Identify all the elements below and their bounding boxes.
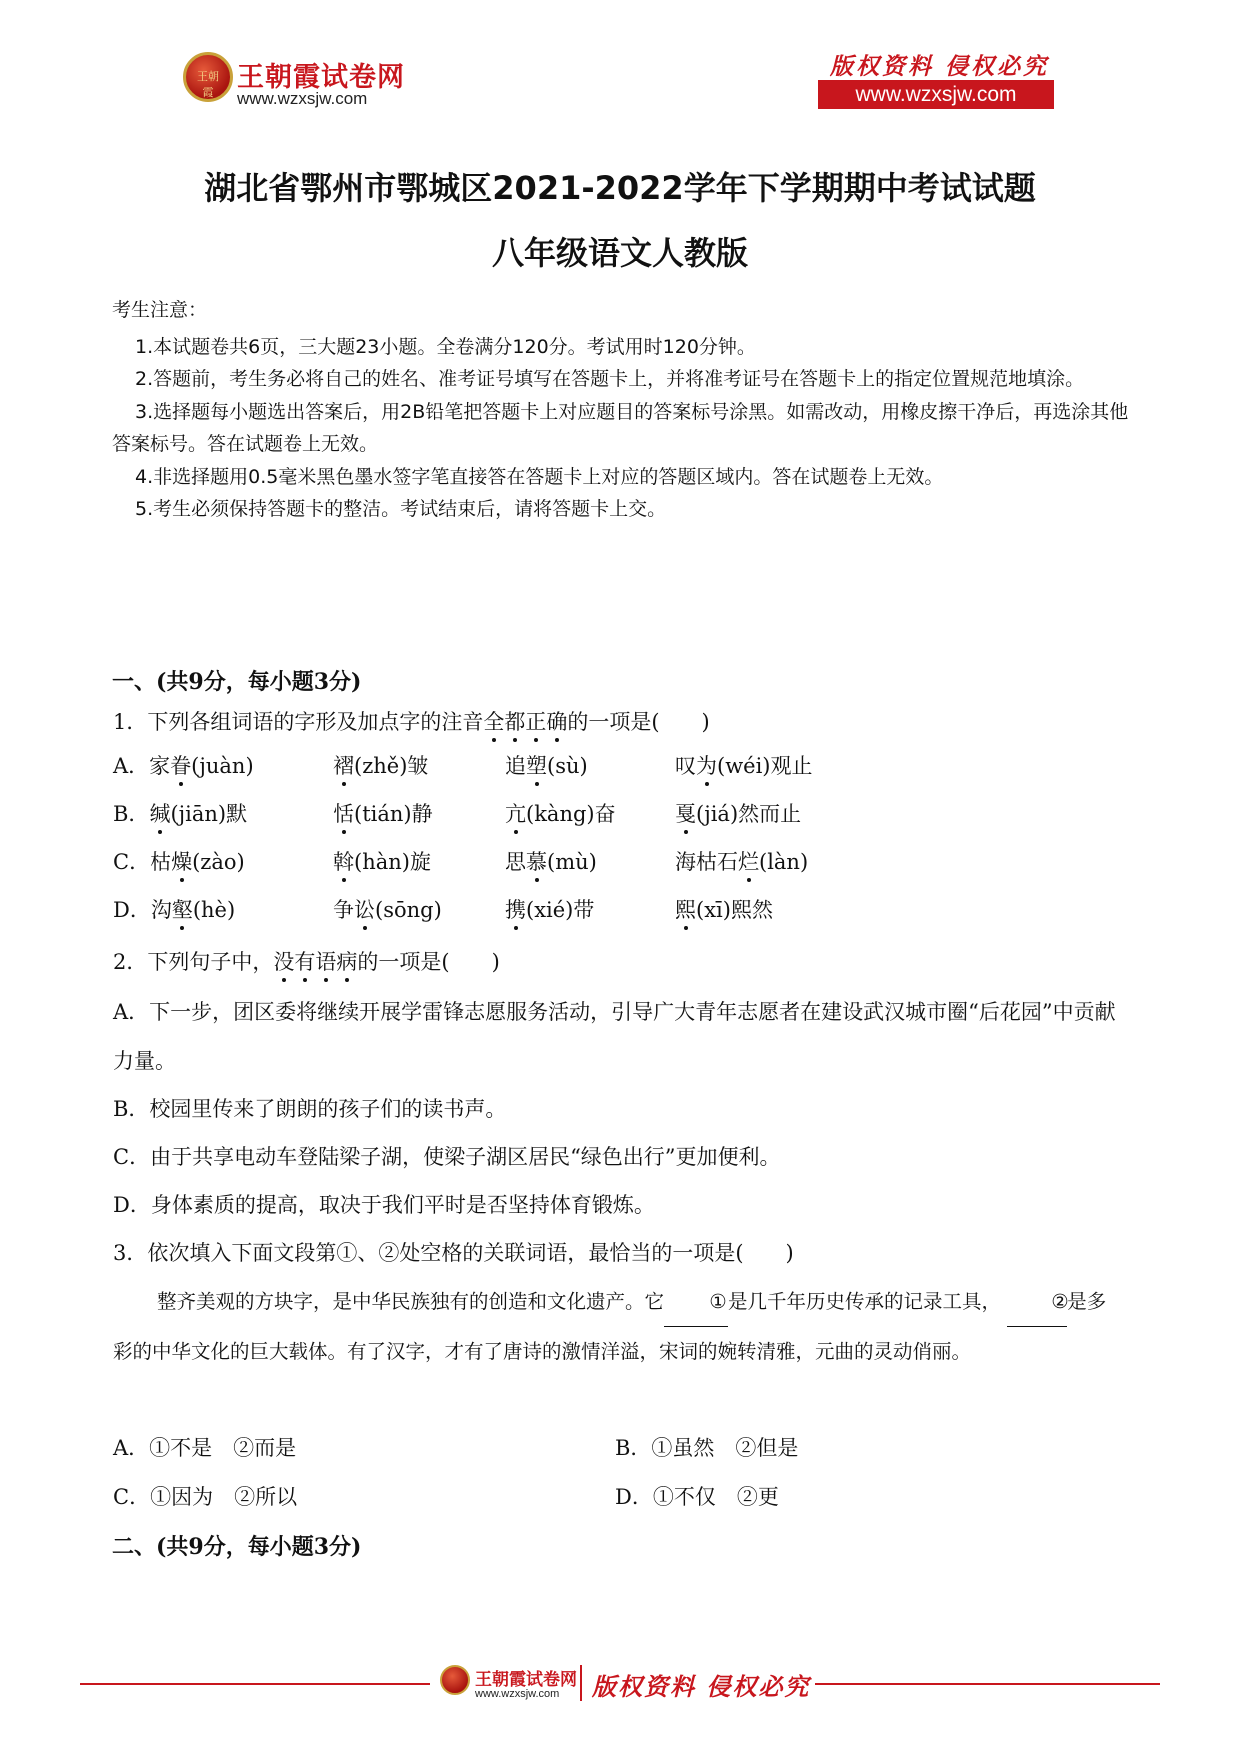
copyright-url[interactable]: www.wzxsjw.com <box>818 80 1054 109</box>
section-heading: 一、(共9分，每小题3分) <box>112 669 362 695</box>
dotted-char: 亢 <box>505 798 526 828</box>
footer-brand: 王朝霞试卷网 <box>475 1670 577 1690</box>
question-1-option-a-word: A．家眷(juàn) <box>113 750 254 780</box>
dotted-char: 斡 <box>333 846 354 876</box>
question-1-option-d-word: 携(xié)带 <box>505 894 594 924</box>
dotted-char: 缄 <box>149 798 170 828</box>
notice-item: 2.答题前，考生务必将自己的姓名、准考证号填写在答题卡上，并将准考证号在答题卡上的指定位置规范地填涂。 <box>135 368 1085 390</box>
question-2-option-d[interactable]: D．身体素质的提高，取决于我们平时是否坚持体育锻炼。 <box>113 1193 655 1217</box>
dotted-char: 戛 <box>675 798 696 828</box>
section-heading: 二、(共9分，每小题3分) <box>112 1534 362 1560</box>
footer-separator <box>580 1665 582 1701</box>
dotted-char: 讼 <box>354 894 375 924</box>
question-3-option-d[interactable]: D．①不仅 ②更 <box>615 1485 779 1509</box>
exam-notice <box>112 299 1132 526</box>
blank-1: ① <box>664 1277 728 1327</box>
notice-item: 4.非选择题用0.5毫米黑色墨水签字笔直接答在答题卡上对应的答题区域内。答在试题卷上无效。 <box>135 465 944 488</box>
copyright-notice: 版权资料 侵权必究 <box>830 53 1050 80</box>
dotted-char: 烂 <box>738 846 759 876</box>
footer-url[interactable]: www.wzxsjw.com <box>475 1688 560 1700</box>
question-3-option-c[interactable]: C．①因为 ②所以 <box>113 1485 298 1509</box>
question-1-option-a-word: 追塑(sù) <box>505 750 588 780</box>
question-2-option-a[interactable]: A．下一步，团区委将继续开展学雷锋志愿服务活动，引导广大青年志愿者在建设武汉城市圈“后花园”中贡献力量。 <box>113 1000 1116 1073</box>
dotted-char: 慕 <box>526 846 547 876</box>
brand-name: 王朝霞试卷网 <box>237 62 405 93</box>
brand-logo: 王朝霞 <box>183 52 233 102</box>
footer-logo <box>440 1665 470 1695</box>
dotted-char: 携 <box>505 894 526 924</box>
question-3-stem: 3．依次填入下面文段第①、②处空格的关联词语，最恰当的一项是( ) <box>113 1241 794 1265</box>
dotted-char: 燥 <box>171 846 192 876</box>
question-3-passage: 整齐美观的方块字，是中华民族独有的创造和文化遗产。它 ①是几千年历史传承的记录工具， ②是多彩的中华文化的巨大载体。有了汉字，才有了唐诗的激情洋溢，宋词的婉转清雅，元曲的灵动俏丽。 <box>113 1277 1123 1376</box>
question-1-option-a-word: 褶(zhě)皱 <box>333 750 428 780</box>
notice-item: 1.本试题卷共6页，三大题23小题。全卷满分120分。考试用时120分钟。 <box>135 335 756 358</box>
question-1-option-a-word: 叹为(wéi)观止 <box>675 750 813 780</box>
notice-item: 5.考生必须保持答题卡的整洁。考试结束后，请将答题卡上交。 <box>135 498 667 520</box>
question-2-stem: 2．下列句子中，没有语病的一项是( ) <box>113 946 500 976</box>
footer-copyright: 版权资料 侵权必究 <box>592 1672 811 1701</box>
dotted-char: 熙 <box>675 894 696 924</box>
dotted-char: 褶 <box>333 750 354 780</box>
exam-title: 湖北省鄂州市鄂城区2021-2022学年下学期期中考试试题 <box>204 169 1036 207</box>
question-3-option-a[interactable]: A．①不是 ②而是 <box>113 1436 297 1460</box>
question-1-option-d-word: 争讼(sōng) <box>333 894 442 924</box>
question-1-option-b-word: 戛(jiá)然而止 <box>675 798 801 828</box>
blank-2: ② <box>1007 1277 1067 1327</box>
exam-subtitle: 八年级语文人教版 <box>491 234 748 272</box>
dotted-char: 眷 <box>170 750 191 780</box>
brand-url[interactable]: www.wzxsjw.com <box>237 89 368 108</box>
question-2-option-b[interactable]: B．校园里传来了朗朗的孩子们的读书声。 <box>113 1097 507 1121</box>
question-1-option-d-word: D．沟壑(hè) <box>113 894 235 924</box>
question-1-option-b-word: B．缄(jiān)默 <box>113 798 247 828</box>
footer-divider <box>815 1683 1160 1685</box>
question-2-option-c[interactable]: C．由于共享电动车登陆梁子湖，使梁子湖区居民“绿色出行”更加便利。 <box>113 1145 781 1169</box>
emphasis-dots: 没有语病 <box>273 950 357 974</box>
notice-item: 3.选择题每小题选出答案后，用2B铅笔把答题卡上对应题目的答案标号涂黑。如需改动，用橡皮擦干净后，再选涂其他答案标号。答在试题卷上无效。 <box>112 400 1129 455</box>
question-1-option-c-word: 斡(hàn)旋 <box>333 846 431 876</box>
question-1-option-d-word: 熙(xī)熙然 <box>675 894 773 924</box>
emphasis-dots: 全都正确 <box>483 710 567 734</box>
notice-heading: 考生注意： <box>112 299 208 321</box>
question-1-option-c-word: 海枯石烂(làn) <box>675 846 808 876</box>
question-1-stem: 1．下列各组词语的字形及加点字的注音全都正确的一项是( ) <box>113 706 710 736</box>
dotted-char: 为 <box>696 750 717 780</box>
question-1-option-c-word: 思慕(mù) <box>505 846 597 876</box>
dotted-char: 恬 <box>333 798 354 828</box>
question-1-option-c-word: C．枯燥(zào) <box>113 846 245 876</box>
question-1-option-b-word: 恬(tián)静 <box>333 798 433 828</box>
dotted-char: 塑 <box>526 750 547 780</box>
question-3-option-b[interactable]: B．①虽然 ②但是 <box>615 1436 799 1460</box>
question-1-option-b-word: 亢(kàng)奋 <box>505 798 616 828</box>
dotted-char: 壑 <box>172 894 193 924</box>
footer-divider <box>80 1683 430 1685</box>
